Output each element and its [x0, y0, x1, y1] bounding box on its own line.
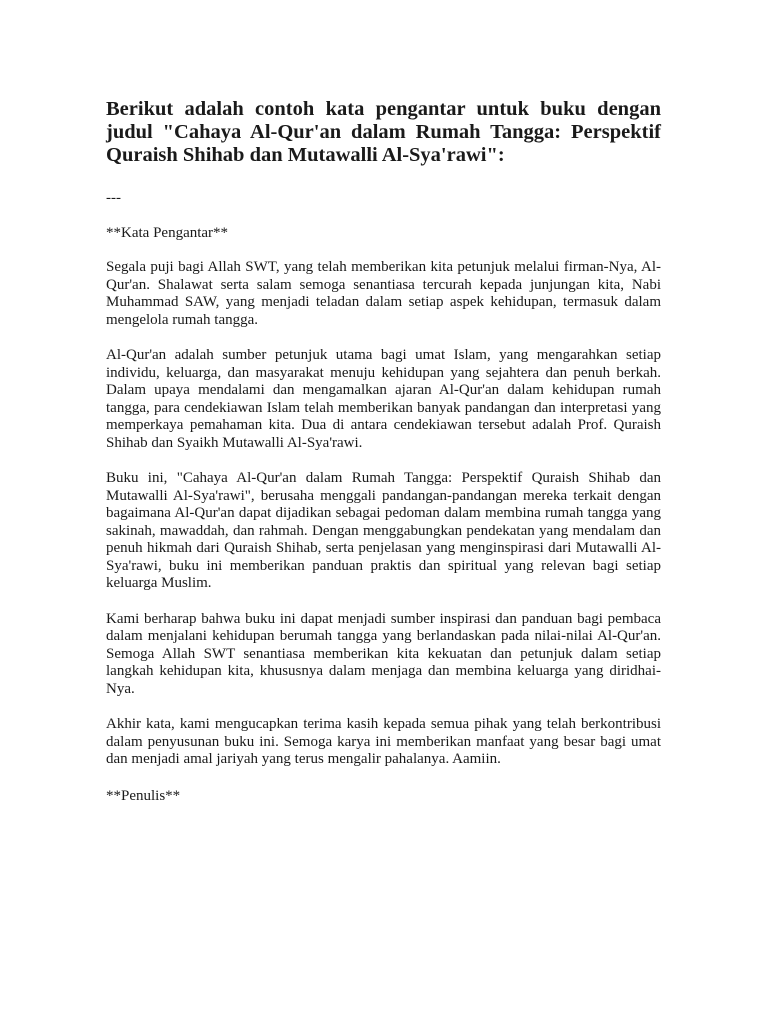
paragraph: Akhir kata, kami mengucapkan terima kasih kepada semua pihak yang telah berkontribusi dalam penyusunan buku ini. Semoga karya ini memberikan manfaat yang besar bagi umat dan menjadi amal jariyah yang terus mengalir pahalanya. Aamiin.: [106, 716, 661, 767]
document-page: [106, 98, 661, 805]
paragraph: Segala puji bagi Allah SWT, yang telah memberikan kita petunjuk melalui firman-Nya, Al-Qur'an. Shalawat serta salam semoga senantiasa tercurah kepada junjungan kita, Nabi Muhammad SAW, yang menjadi teladan dalam setiap aspek kehidupan, termasuk dalam mengelola rumah tangga.: [106, 259, 661, 328]
paragraph: Kami berharap bahwa buku ini dapat menjadi sumber inspirasi dan panduan bagi pembaca dalam menjalani kehidupan berumah tangga yang berlandaskan pada nilai-nilai Al-Qur'an. Semoga Allah SWT senantiasa memberikan kita kekuatan dan petunjuk dalam setiap langkah kehidupan kita, khususnya dalam menjaga dan membina keluarga yang diridhai-Nya.: [106, 610, 661, 697]
author-signature: **Penulis**: [106, 787, 181, 804]
paragraph: Al-Qur'an adalah sumber petunjuk utama bagi umat Islam, yang mengarahkan setiap individu, keluarga, dan masyarakat menuju kehidupan yang sejahtera dan penuh berkah. Dalam upaya mendalami dan mengamalkan ajaran Al-Qur'an dalam kehidupan rumah tangga, para cendekiawan Islam telah memberikan banyak pandangan dan interpretasi yang memperkaya pemahaman kita. Dua di antara cendekiawan tersebut adalah Prof. Quraish Shihab dan Syaikh Mutawalli Al-Sya'rawi.: [106, 347, 661, 451]
section-heading: **Kata Pengantar**: [106, 225, 229, 241]
document-title: Berikut adalah contoh kata pengantar untuk buku dengan judul "Cahaya Al-Qur'an dalam Rumah Tangga: Perspektif Quraish Shihab dan Mutawalli Al-Sya'rawi":: [106, 98, 661, 166]
paragraph: Buku ini, "Cahaya Al-Qur'an dalam Rumah Tangga: Perspektif Quraish Shihab dan Mutawalli Al-Sya'rawi", berusaha menggali pandangan-pandangan mereka terkait dengan bagaimana Al-Qur'an dapat dijadikan sebagai pedoman dalam membina rumah tangga yang sakinah, mawaddah, dan rahmah. Dengan menggabungkan pendekatan yang mendalam dan penuh hikmah dari Quraish Shihab, serta penjelasan yang menginspirasi dari Mutawalli Al-Sya'rawi, buku ini memberikan panduan praktis dan spiritual yang relevan bagi setiap keluarga Muslim.: [106, 470, 661, 591]
separator-line: ---: [106, 190, 121, 206]
